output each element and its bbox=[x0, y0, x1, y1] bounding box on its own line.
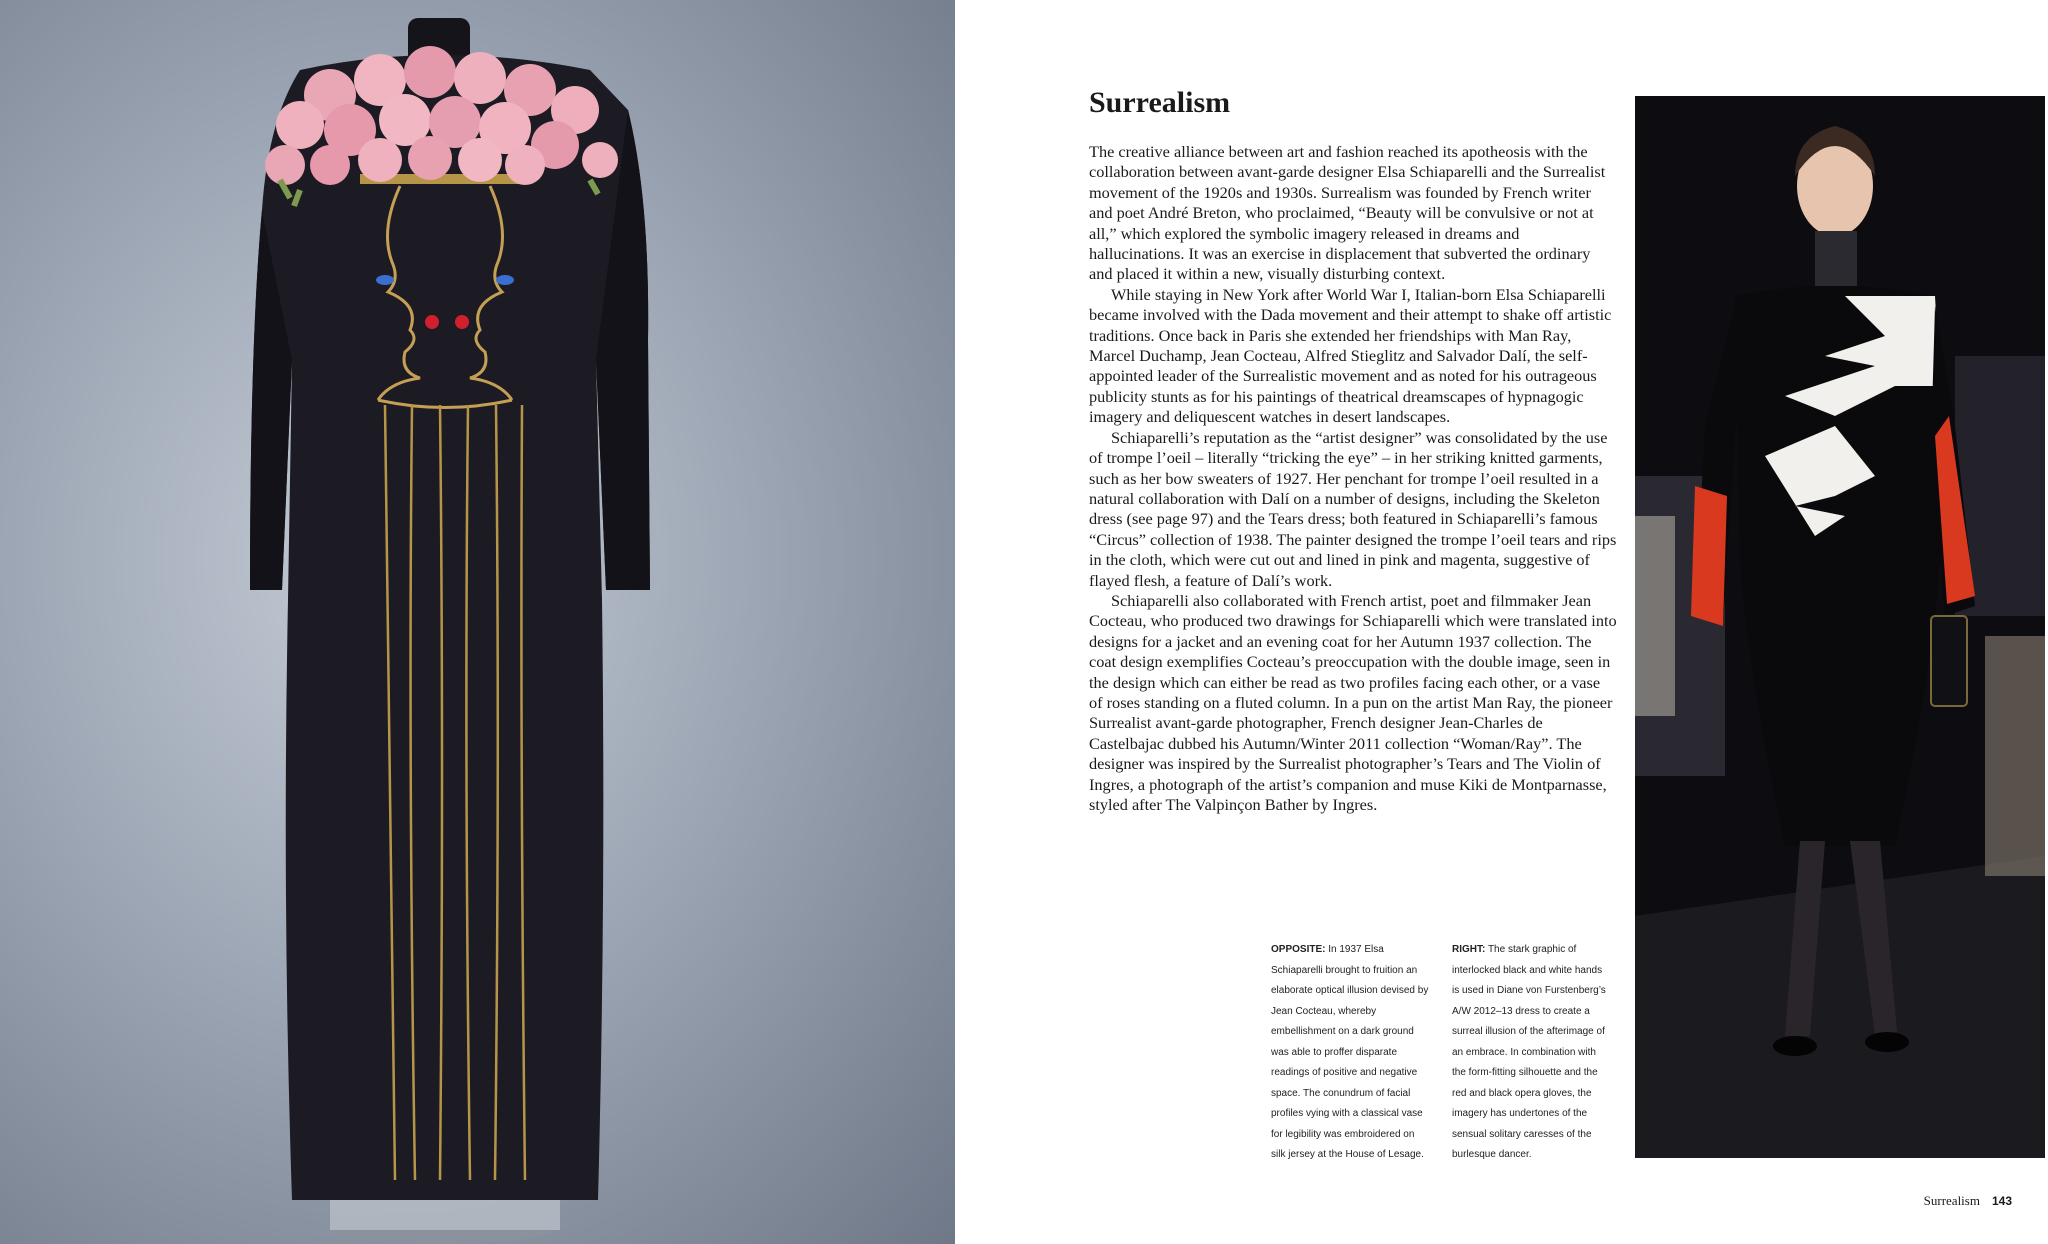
right-shoe bbox=[1865, 1032, 1909, 1052]
clutch-bag bbox=[1931, 616, 1967, 706]
audience-member bbox=[1985, 636, 2045, 876]
mannequin-stand bbox=[330, 1196, 560, 1230]
caption-opposite bbox=[1271, 940, 1430, 1166]
page-number: 143 bbox=[1991, 1194, 2012, 1208]
paragraph-1: The creative alliance between art and fashion reached its apotheosis with the collaboration between avant-garde designer Elsa Schiaparelli and the Surrealist movement of the 1920s and 1930s. Surrealism was founded by French writer and poet André Breton, who proclaimed, “Beauty will be convulsive or not at all,” which explored the symbolic imagery released in dreams and hallucinations. It was an exercise in displacement that subverted the ordinary and placed it within a new, visually disturbing context. bbox=[1089, 142, 1606, 284]
paragraph-4: Schiaparelli also collaborated with French artist, poet and filmmaker Jean Cocteau, who produced two drawings for Schiaparelli which were translated into designs for a jacket and an evening coat for her Autumn 1937 collection. The coat design exemplifies Cocteau’s preoccupation with the double image, seen in the design which can either be read as two profiles facing each other, or a vase of roses standing on a fluted column. In a pun on the artist Man Ray, the pioneer Surrealist avant-garde photographer, French designer Jean-Charles de Castelbajac dubbed his Autumn/Winter 2011 collection “Woman/Ray”. The designer was inspired by the Surrealist photographer’s Tears and The Violin of Ingres, a photograph of the artist’s companion and muse Kiki de Montparnasse, styled after The Valpinçon Bather by Ingres. bbox=[1089, 590, 1617, 814]
body-text bbox=[1089, 142, 1617, 815]
footer-section: Surrealism bbox=[1923, 1193, 1980, 1208]
runway-illustration bbox=[1635, 96, 2045, 1158]
captions bbox=[1271, 940, 1611, 1166]
caption-right bbox=[1452, 940, 1611, 1166]
right-lips bbox=[455, 315, 469, 329]
page-footer bbox=[1924, 1193, 2012, 1209]
caption-right-lead: RIGHT: bbox=[1452, 944, 1486, 955]
sheer-turtleneck bbox=[1815, 231, 1857, 286]
caption-right-text: The stark graphic of interlocked black and white hands is used in Diane von Furstenberg’s A/W 2012–13 dress to create a surreal illusion of the afterimage of an embrace. In combination with the form-fitting silhouette and the red and black opera gloves, the imagery has undertones of the sensual solitary caresses of the burlesque dancer. bbox=[1452, 944, 1606, 1160]
left-red-glove bbox=[1691, 486, 1727, 626]
right-eye bbox=[496, 275, 514, 285]
paragraph-3: Schiaparelli’s reputation as the “artist designer” was consolidated by the use of trompe l’oeil – literally “tricking the eye” – in her striking knitted garments, such as her bow sweaters of 1927. Her penchant for trompe l’oeil resulted in a natural collaboration with Dalí on a number of designs, including the Skeleton dress (see page 97) and the Tears dress; both featured in Schiaparelli’s famous “Circus” collection of 1938. The painter designed the trompe l’oeil tears and rips in the cloth, which were cut out and lined in pink and magenta, suggestive of flayed flesh, a feature of Dalí’s work. bbox=[1089, 427, 1617, 590]
page-title: Surrealism bbox=[1089, 86, 1231, 119]
audience-member bbox=[1635, 516, 1675, 716]
caption-opposite-lead: OPPOSITE: bbox=[1271, 944, 1326, 955]
coat-photograph bbox=[0, 0, 955, 1244]
left-lips bbox=[425, 315, 439, 329]
runway-photograph bbox=[1635, 96, 2045, 1158]
paragraph-2: While staying in New York after World War I, Italian-born Elsa Schiaparelli became involved with the Dada movement and their attempt to shake off artistic traditions. Once back in Paris she extended her friendships with Man Ray, Marcel Duchamp, Jean Cocteau, Alfred Stieglitz and Salvador Dalí, the self-appointed leader of the Surrealistic movement and as noted for his outrageous publicity stunts as for his paintings of theatrical dreamscapes of hypnagogic imagery and deliquescent watches in desert landscapes. bbox=[1089, 284, 1612, 427]
coat-body bbox=[250, 55, 650, 1200]
right-page bbox=[955, 0, 2048, 1244]
left-eye bbox=[376, 275, 394, 285]
coat-illustration bbox=[0, 0, 955, 1244]
left-shoe bbox=[1773, 1036, 1817, 1056]
caption-opposite-text: In 1937 Elsa Schiaparelli brought to fruition an elaborate optical illusion devised by Jean Cocteau, whereby embellishment on a dark ground was able to proffer disparate readings of positive and negative space. The conundrum of facial profiles vying with a classical vase for legibility was embroidered on silk jersey at the House of Lesage. bbox=[1271, 944, 1429, 1160]
